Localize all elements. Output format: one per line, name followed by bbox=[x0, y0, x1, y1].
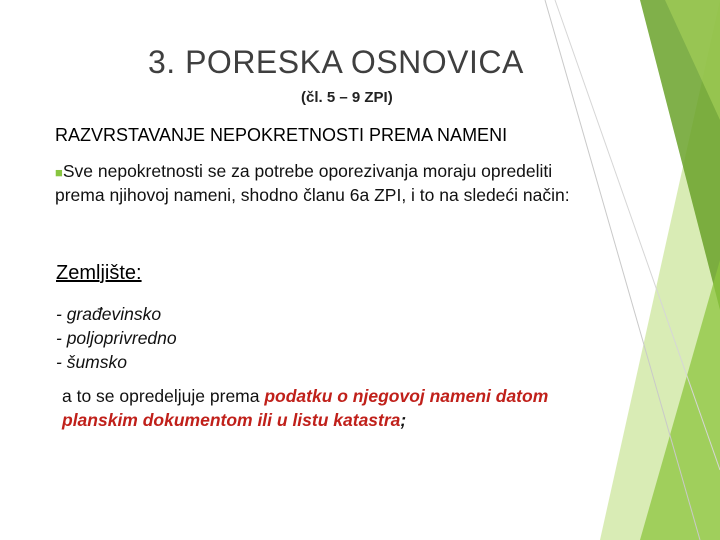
list-item: - građevinsko bbox=[56, 304, 162, 324]
slide-subtitle: (čl. 5 – 9 ZPI) bbox=[301, 89, 393, 106]
closing-paragraph bbox=[62, 384, 582, 432]
section-heading: RAZVRSTAVANJE NEPOKRETNOSTI PREMA NAMENI bbox=[55, 125, 508, 145]
list-item: - poljoprivredno bbox=[56, 328, 177, 348]
closing-emphasis: podatku o njegovoj nameni datom planskim dokumentom ili u listu katastra bbox=[62, 386, 549, 430]
closing-lead: a to se opredeljuje prema bbox=[62, 386, 265, 406]
list-item: - šumsko bbox=[56, 352, 127, 372]
square-bullet-icon: ■ bbox=[55, 165, 63, 180]
intro-text: Sve nepokretnosti se za potrebe oporezivanja moraju opredeliti prema njihovoj nameni, shodno članu 6a ZPI, i to na sledeći način: bbox=[55, 161, 570, 205]
slide-title: 3. PORESKA OSNOVICA bbox=[148, 44, 524, 80]
land-type-list bbox=[56, 302, 177, 374]
intro-paragraph bbox=[55, 160, 575, 207]
closing-trail: ; bbox=[400, 410, 407, 430]
land-title: Zemljište: bbox=[56, 262, 142, 284]
